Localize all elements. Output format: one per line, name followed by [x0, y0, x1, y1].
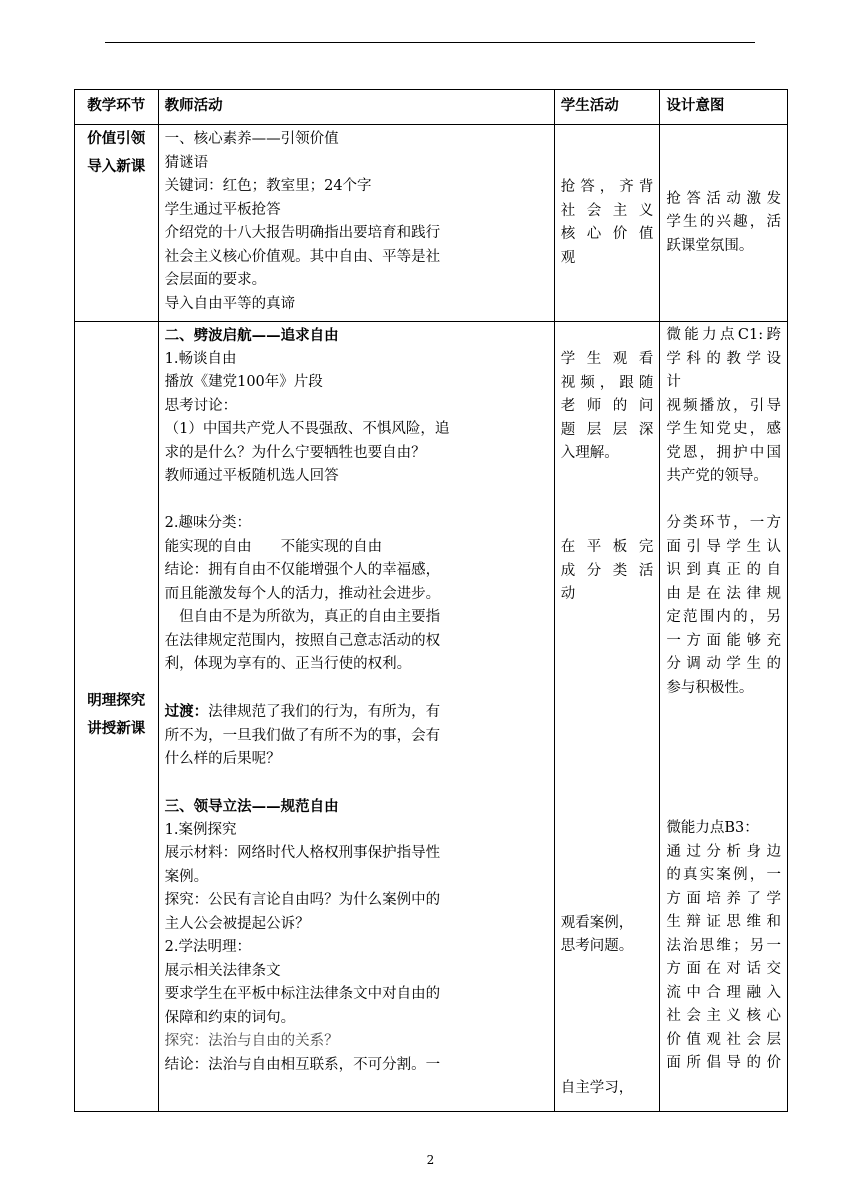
text-line: 2.学法明理： — [164, 939, 251, 955]
text-line: 播放《建党100年》片段 — [164, 374, 323, 390]
text-line: 方面培养了学 — [666, 890, 781, 907]
header-design: 设计意图 — [660, 90, 788, 125]
text-line: 学科的教学设 — [666, 350, 781, 367]
text-line: 展示材料：网络时代人格权刑事保护指导性 — [164, 845, 441, 861]
text-line: 一方面能够充 — [666, 632, 781, 649]
text-line: 1.畅谈自由 — [164, 350, 237, 367]
text-line: 关键词：红色；教室里；24个字 — [164, 178, 372, 194]
text-line: 1.案例探究 — [164, 821, 237, 838]
text-line: 保障和约束的词句。 — [164, 1009, 296, 1026]
header-student: 学生活动 — [554, 90, 660, 125]
spacer — [165, 489, 548, 513]
teacher-cell — [158, 322, 554, 1112]
text-line: 所不为，一旦我们做了有所不为的事，会有 — [164, 727, 441, 744]
text-line: 面所倡导的价 — [666, 1055, 781, 1071]
text-line: 通过分析身边 — [666, 843, 781, 860]
text-line — [165, 700, 548, 725]
text-line: 计 — [666, 374, 681, 390]
text-line: 求的是什么？为什么宁要牺牲也要自由？ — [164, 444, 426, 461]
text-line: 探究：公民有言论自由吗？为什么案例中的 — [164, 892, 441, 908]
text-line: 要求学生在平板中标注法律条文中对自由的 — [164, 986, 441, 1002]
text-line: 导入自由平等的真谛 — [164, 295, 296, 312]
text-line: 分调动学生的 — [666, 656, 781, 672]
text-line: 抢答，齐背 — [560, 179, 654, 195]
stage-cell — [75, 125, 159, 322]
student-cell — [554, 125, 660, 322]
text-line: 在法律规定范围内，按照自己意志活动的权 — [164, 632, 441, 649]
text-line: 学生通过平板抢答 — [164, 201, 281, 218]
text-line: 学生观看 — [560, 351, 654, 367]
section-title: 二、劈波启航——追求自由 — [164, 327, 339, 344]
teacher-cell — [158, 125, 554, 322]
text-line: 面引导学生认 — [666, 538, 781, 555]
text-line: 什么样的后果呢？ — [164, 751, 281, 767]
spacer — [561, 466, 654, 490]
text-line: 在平板完 — [560, 539, 654, 555]
spacer — [666, 489, 781, 513]
text-line: 自主学习， — [560, 1079, 634, 1096]
text-line: 介绍党的十八大报告明确指出要培育和践行 — [164, 225, 441, 241]
text-line: 由是在法律规 — [666, 585, 781, 602]
text-line: 但自由不是为所欲为，真正的自由主要指 — [164, 609, 441, 625]
text-line: 动 — [560, 586, 576, 602]
page-number: 2 — [426, 1153, 435, 1167]
design-cell — [660, 322, 788, 1112]
text-line: 微能力点C1:跨 — [666, 327, 781, 343]
table-header-row — [75, 90, 788, 125]
header-rule — [105, 42, 755, 43]
student-cell — [554, 322, 660, 1112]
text-line: 教师通过平板随机选人回答 — [164, 468, 339, 484]
text-line: 微能力点B3： — [666, 820, 759, 836]
text-line: 价值观社会层 — [666, 1031, 781, 1048]
stage-label: 导入新课 — [87, 159, 146, 175]
text-line: 思考讨论： — [164, 397, 238, 414]
text-line: 展示相关法律条文 — [164, 962, 281, 979]
text-line: 案例。 — [164, 868, 209, 885]
spacer — [561, 489, 654, 513]
text-line: 题层层深 — [560, 421, 654, 438]
text-line: 探究：法治与自由的关系？ — [164, 1033, 339, 1049]
text-line: 社会主义核心价值观。其中自由、平等是社 — [164, 248, 441, 265]
text-line: （1）中国共产党人不畏强敌、不惧风险，追 — [164, 421, 450, 437]
design-cell — [660, 125, 788, 322]
text-line: 入理解。 — [560, 445, 619, 461]
text-line: 结论：拥有自由不仅能增强个人的幸福感， — [164, 562, 441, 578]
text-line: 社会主义 — [560, 202, 654, 219]
text-line: 结论：法治与自由相互联系，不可分割。一 — [164, 1056, 441, 1073]
text-line: 而且能激发每个人的活力，推动社会进步。 — [164, 585, 441, 602]
spacer — [165, 772, 548, 796]
text-line: 利，体现为享有的、正当行使的权利。 — [164, 656, 412, 672]
text-line: 会层面的要求。 — [164, 272, 267, 288]
text-line: 观 — [560, 249, 576, 266]
text-line: 视频播放，引导 — [666, 397, 781, 414]
spacer — [561, 959, 654, 1077]
text-line: 定范围内的，另 — [666, 609, 781, 625]
lesson-plan-table — [74, 89, 788, 1112]
text-line: 观看案例， — [560, 914, 634, 931]
section-title: 三、领导立法——规范自由 — [164, 798, 339, 815]
spacer — [666, 700, 781, 817]
text-line: 思考问题。 — [560, 938, 634, 954]
text-line: 成分类活 — [560, 562, 654, 579]
text-line: 抢答活动激发 — [666, 190, 781, 207]
spacer — [165, 677, 548, 701]
text-line: 核心价值 — [560, 226, 654, 242]
text-line: 2.趣味分类： — [164, 515, 251, 531]
spacer — [561, 607, 654, 912]
stage-cell — [75, 322, 159, 1112]
text-line: 的真实案例，一 — [666, 867, 781, 883]
text-line: 法治思维；另一 — [666, 937, 781, 954]
text-line: 社会主义核心 — [666, 1008, 781, 1024]
text-line: 参与积极性。 — [666, 679, 754, 696]
text-line: 学生的兴趣，活 — [666, 214, 781, 231]
text-line: 猜谜语 — [164, 154, 209, 171]
text-line: 方面在对话交 — [666, 961, 781, 977]
stage-label: 明理探究 — [87, 693, 146, 709]
header-teacher: 教师活动 — [158, 90, 554, 125]
table-row — [75, 125, 788, 322]
text-line: 识到真正的自 — [666, 562, 781, 578]
text-line: 跃课堂氛围。 — [666, 237, 754, 254]
stage-label: 价值引领 — [87, 131, 146, 147]
transition-text: 法律规范了我们的行为，有所为，有 — [208, 704, 441, 720]
text-line: 学生知党史，感 — [666, 421, 781, 437]
header-stage: 教学环节 — [75, 90, 159, 125]
text-line: 分类环节，一方 — [666, 515, 781, 531]
spacer — [561, 513, 654, 537]
text-line: 生辩证思维和 — [666, 914, 781, 930]
text-line: 一、核心素养——引领价值 — [164, 131, 339, 147]
text-line: 共产党的领导。 — [666, 468, 768, 484]
text-line: 视频，跟随 — [560, 374, 654, 391]
table-row — [75, 322, 788, 1112]
text-line: 党恩，拥护中国 — [666, 444, 781, 461]
text-line: 老师的问 — [560, 398, 654, 414]
text-line: 流中合理融入 — [666, 984, 781, 1001]
stage-label: 讲授新课 — [87, 721, 146, 737]
transition-label: 过渡： — [164, 703, 209, 720]
text-line: 能实现的自由 不能实现的自由 — [164, 538, 383, 555]
text-line: 主人公会被提起公诉？ — [164, 915, 310, 932]
